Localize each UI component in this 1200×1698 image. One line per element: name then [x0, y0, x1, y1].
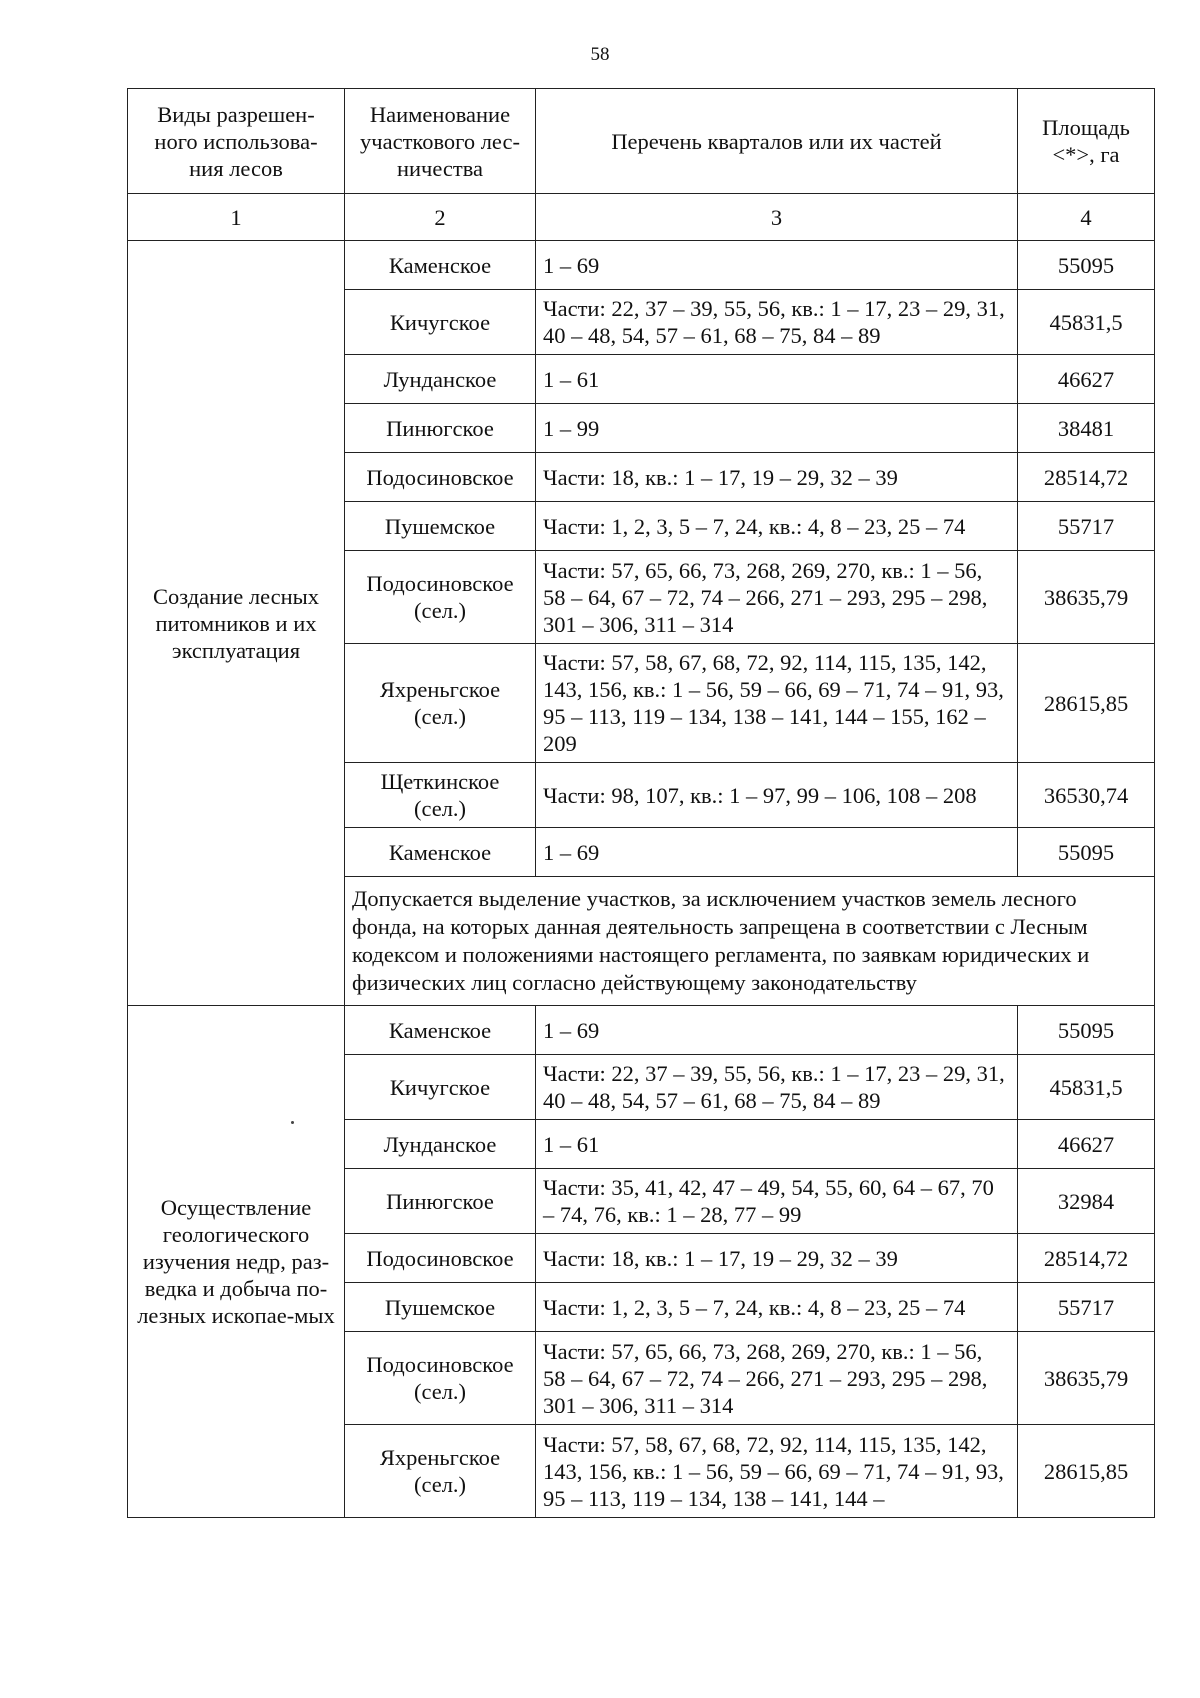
quarters-list: Части: 1, 2, 3, 5 – 7, 24, кв.: 4, 8 – 23, 25 – 74: [536, 502, 1018, 551]
column-number: 4: [1018, 194, 1155, 241]
quarters-list: Части: 18, кв.: 1 – 17, 19 – 29, 32 – 39: [536, 1234, 1018, 1283]
header-kind: Виды разрешен- ного использова- ния лесов: [128, 89, 345, 194]
area-value: 36530,74: [1018, 763, 1155, 828]
quarters-list: 1 – 69: [536, 241, 1018, 290]
forestry-name: Кичугское: [345, 290, 536, 355]
quarters-list: Части: 57, 65, 66, 73, 268, 269, 270, кв.: 1 – 56, 58 – 64, 67 – 72, 74 – 266, 271 – 293, 295 – 298, 301 – 306, 311 – 314: [536, 551, 1018, 644]
column-number-row: [128, 194, 1155, 241]
area-value: 28514,72: [1018, 453, 1155, 502]
quarters-list: Части: 35, 41, 42, 47 – 49, 54, 55, 60, 64 – 67, 70 – 74, 76, кв.: 1 – 28, 77 – 99: [536, 1169, 1018, 1234]
header-forestry: Наименование участкового лес- ничества: [345, 89, 536, 194]
forestry-name: Пинюгское: [345, 404, 536, 453]
column-number: 3: [536, 194, 1018, 241]
forestry-name: Подосиновское: [345, 1234, 536, 1283]
area-value: 38481: [1018, 404, 1155, 453]
forestry-name: Каменское: [345, 828, 536, 877]
forestry-name: Щеткинское (сел.): [345, 763, 536, 828]
header-row: [128, 89, 1155, 194]
quarters-list: 1 – 61: [536, 355, 1018, 404]
forest-use-table: [127, 88, 1155, 1518]
allocation-note: Допускается выделение участков, за исключением участков земель лесного фонда, на которых данная деятельность запрещена в соответствии с Лесным кодексом и положениями настоящего регламента, по заявкам юридических и физических лиц согласно действующему законодательству: [345, 877, 1155, 1006]
forestry-name: Кичугское: [345, 1055, 536, 1120]
column-number: 2: [345, 194, 536, 241]
header-area: Площадь <*>, га: [1018, 89, 1155, 194]
forestry-name: Каменское: [345, 241, 536, 290]
quarters-list: Части: 1, 2, 3, 5 – 7, 24, кв.: 4, 8 – 23, 25 – 74: [536, 1283, 1018, 1332]
area-value: 45831,5: [1018, 290, 1155, 355]
area-value: 28615,85: [1018, 1425, 1155, 1518]
use-kind-label: Осуществление геологического изучения недр, раз-ведка и добыча по-лезных ископае-мых: [137, 1195, 335, 1328]
quarters-list: Части: 57, 58, 67, 68, 72, 92, 114, 115, 135, 142, 143, 156, кв.: 1 – 56, 59 – 66, 69 – 71, 74 – 91, 93, 95 – 113, 119 – 134, 138 – 141, 144 –: [536, 1425, 1018, 1518]
area-value: 28615,85: [1018, 644, 1155, 763]
quarters-list: Части: 18, кв.: 1 – 17, 19 – 29, 32 – 39: [536, 453, 1018, 502]
scan-speck: [291, 1121, 294, 1124]
quarters-list: 1 – 61: [536, 1120, 1018, 1169]
area-value: 46627: [1018, 1120, 1155, 1169]
use-kind-cell: [128, 241, 345, 1006]
quarters-list: 1 – 69: [536, 828, 1018, 877]
area-value: 55717: [1018, 1283, 1155, 1332]
quarters-list: Части: 98, 107, кв.: 1 – 97, 99 – 106, 108 – 208: [536, 763, 1018, 828]
header-quarters: Перечень кварталов или их частей: [536, 89, 1018, 194]
forestry-name: Лунданское: [345, 355, 536, 404]
forestry-name: Яхреньгское (сел.): [345, 1425, 536, 1518]
quarters-list: Части: 57, 58, 67, 68, 72, 92, 114, 115, 135, 142, 143, 156, кв.: 1 – 56, 59 – 66, 69 – 71, 74 – 91, 93, 95 – 113, 119 – 134, 138 – 141, 144 – 155, 162 – 209: [536, 644, 1018, 763]
forestry-name: Подосиновское: [345, 453, 536, 502]
area-value: 46627: [1018, 355, 1155, 404]
column-number: 1: [128, 194, 345, 241]
forestry-name: Подосиновское (сел.): [345, 1332, 536, 1425]
use-kind-label: Создание лесных питомников и их эксплуатация: [152, 583, 320, 663]
forestry-name: Каменское: [345, 1006, 536, 1055]
forestry-name: Пинюгское: [345, 1169, 536, 1234]
page-number: 58: [590, 44, 610, 65]
area-value: 55717: [1018, 502, 1155, 551]
table-row: [128, 241, 1155, 290]
area-value: 45831,5: [1018, 1055, 1155, 1120]
forestry-name: Пушемское: [345, 502, 536, 551]
area-value: 55095: [1018, 1006, 1155, 1055]
table-row: [128, 1006, 1155, 1055]
quarters-list: 1 – 99: [536, 404, 1018, 453]
quarters-list: Части: 22, 37 – 39, 55, 56, кв.: 1 – 17, 23 – 29, 31, 40 – 48, 54, 57 – 61, 68 – 75, 84 – 89: [536, 1055, 1018, 1120]
quarters-list: 1 – 69: [536, 1006, 1018, 1055]
area-value: 55095: [1018, 828, 1155, 877]
quarters-list: Части: 57, 65, 66, 73, 268, 269, 270, кв.: 1 – 56, 58 – 64, 67 – 72, 74 – 266, 271 – 293, 295 – 298, 301 – 306, 311 – 314: [536, 1332, 1018, 1425]
forestry-name: Лунданское: [345, 1120, 536, 1169]
area-value: 38635,79: [1018, 1332, 1155, 1425]
area-value: 55095: [1018, 241, 1155, 290]
forestry-name: Подосиновское (сел.): [345, 551, 536, 644]
area-value: 38635,79: [1018, 551, 1155, 644]
area-value: 32984: [1018, 1169, 1155, 1234]
forestry-name: Яхреньгское (сел.): [345, 644, 536, 763]
forestry-name: Пушемское: [345, 1283, 536, 1332]
use-kind-cell: [128, 1006, 345, 1518]
area-value: 28514,72: [1018, 1234, 1155, 1283]
quarters-list: Части: 22, 37 – 39, 55, 56, кв.: 1 – 17, 23 – 29, 31, 40 – 48, 54, 57 – 61, 68 – 75, 84 – 89: [536, 290, 1018, 355]
